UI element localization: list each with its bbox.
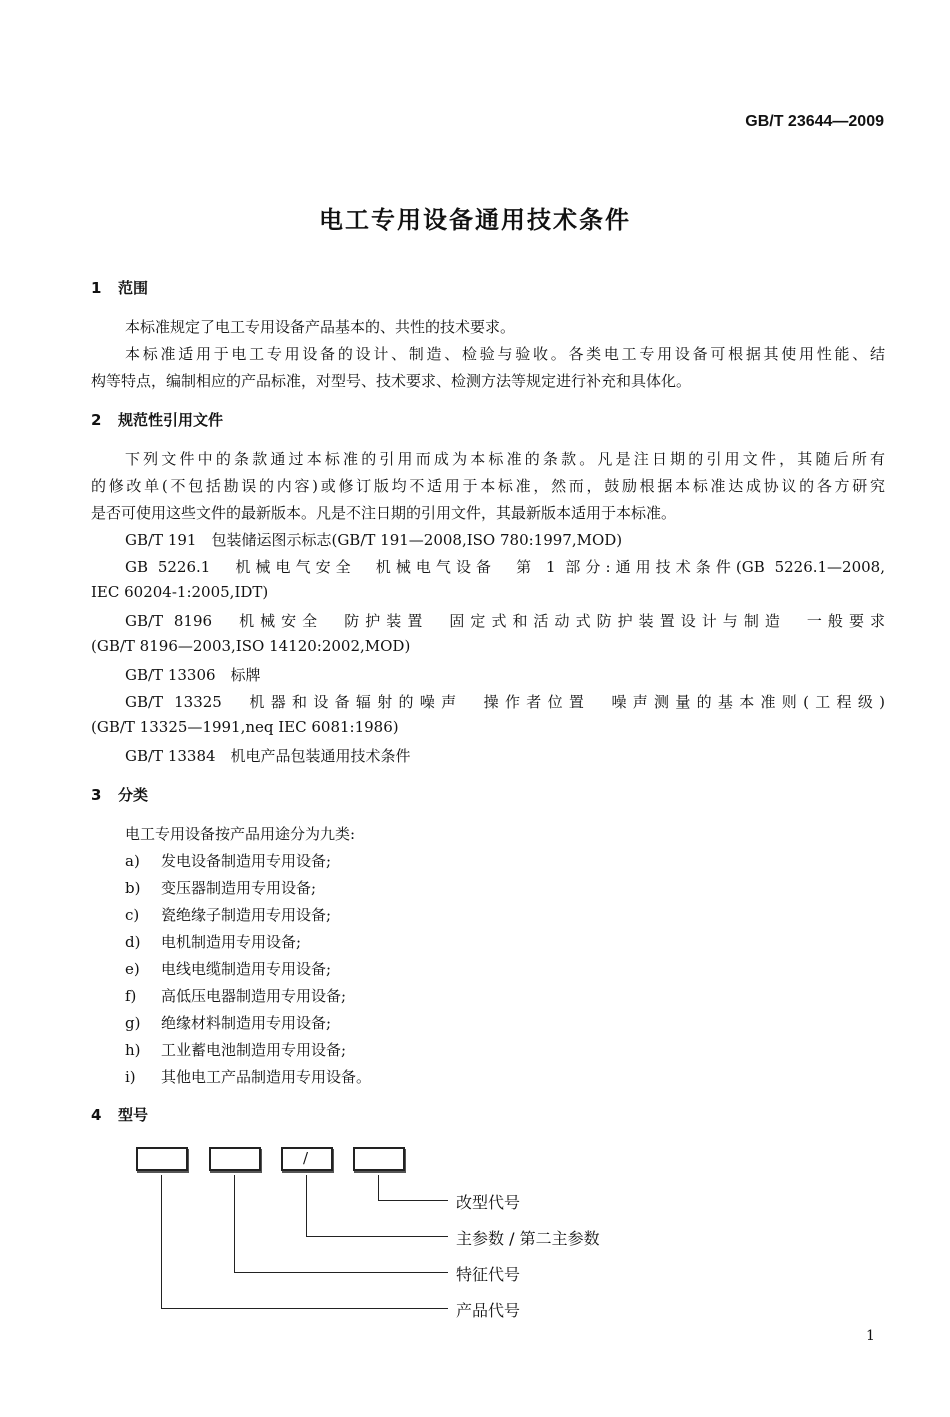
list-item bbox=[125, 931, 301, 952]
section-number: 1 bbox=[91, 279, 102, 297]
list-item bbox=[125, 1012, 331, 1033]
list-item bbox=[125, 985, 346, 1006]
sec3-intro: 电工专用设备按产品用途分为九类: bbox=[125, 825, 356, 843]
section-1-heading bbox=[91, 277, 148, 298]
list-item bbox=[125, 904, 331, 925]
sec2-para-line3: 是否可使用这些文件的最新版本。凡是不注日期的引用文件，其最新版本适用于本标准。 bbox=[91, 504, 677, 522]
section-2-heading bbox=[91, 409, 223, 430]
main-param-box bbox=[281, 1147, 333, 1171]
section-title: 型号 bbox=[118, 1106, 149, 1124]
connector-line bbox=[234, 1175, 235, 1273]
list-text: 电线电缆制造用专用设备; bbox=[161, 960, 332, 978]
ref-gb5226-line2: IEC 60204-1:2005,IDT) bbox=[91, 583, 269, 601]
list-item bbox=[125, 1039, 346, 1060]
list-marker: a) bbox=[125, 852, 140, 870]
section-title: 分类 bbox=[118, 786, 149, 804]
ref-gbt191: GB/T 191 包装储运图示标志(GB/T 191—2008,ISO 780:1997,MOD) bbox=[125, 531, 623, 549]
ref-gbt8196-line2: (GB/T 8196—2003,ISO 14120:2002,MOD) bbox=[91, 637, 411, 655]
list-marker: b) bbox=[125, 879, 141, 897]
list-text: 高低压电器制造用专用设备; bbox=[161, 987, 347, 1005]
list-text: 瓷绝缘子制造用专用设备; bbox=[161, 906, 332, 924]
slash-separator: / bbox=[303, 1149, 309, 1167]
list-marker: c) bbox=[125, 906, 140, 924]
standard-number: GB/T 23644—2009 bbox=[745, 113, 884, 130]
document-title: 电工专用设备通用技术条件 bbox=[319, 206, 631, 234]
sec1-para1: 本标准规定了电工专用设备产品基本的、共性的技术要求。 bbox=[125, 318, 516, 336]
section-title: 规范性引用文件 bbox=[118, 411, 224, 429]
connector-line bbox=[161, 1308, 448, 1309]
list-marker: i) bbox=[125, 1068, 136, 1086]
connector-line bbox=[378, 1200, 448, 1201]
list-text: 电机制造用专用设备; bbox=[161, 933, 302, 951]
ref-gbt8196-line1: GB/T 8196 机械安全 防护装置 固定式和活动式防护装置设计与制造 一般要求 bbox=[125, 612, 885, 630]
label-product-code: 产品代号 bbox=[456, 1301, 521, 1320]
list-marker: e) bbox=[125, 960, 140, 978]
page-number: 1 bbox=[866, 1328, 875, 1344]
list-text: 工业蓄电池制造用专用设备; bbox=[161, 1041, 347, 1059]
sec1-para2-line1: 本标准适用于电工专用设备的设计、制造、检验与验收。各类电工专用设备可根据其使用性能、结 bbox=[125, 345, 885, 363]
label-modification-code: 改型代号 bbox=[456, 1193, 521, 1212]
list-text: 变压器制造用专用设备; bbox=[161, 879, 317, 897]
list-text: 发电设备制造用专用设备; bbox=[161, 852, 332, 870]
section-4-heading bbox=[91, 1104, 148, 1125]
connector-line bbox=[306, 1236, 448, 1237]
sec1-para2-line2: 构等特点，编制相应的产品标准，对型号、技术要求、检测方法等规定进行补充和具体化。 bbox=[91, 372, 692, 390]
list-item bbox=[125, 958, 331, 979]
connector-line bbox=[161, 1175, 162, 1309]
list-marker: f) bbox=[125, 987, 137, 1005]
list-item bbox=[125, 1066, 371, 1087]
section-number: 2 bbox=[91, 411, 102, 429]
list-text: 其他电工产品制造用专用设备。 bbox=[161, 1068, 372, 1086]
section-title: 范围 bbox=[118, 279, 149, 297]
list-item bbox=[125, 850, 331, 871]
connector-line bbox=[306, 1175, 307, 1237]
modification-code-box bbox=[353, 1147, 405, 1171]
section-3-heading bbox=[91, 784, 148, 805]
list-text: 绝缘材料制造用专用设备; bbox=[161, 1014, 332, 1032]
label-main-parameter: 主参数 / 第二主参数 bbox=[456, 1229, 600, 1248]
ref-gbt13384: GB/T 13384 机电产品包装通用技术条件 bbox=[125, 747, 411, 765]
section-number: 4 bbox=[91, 1106, 102, 1124]
sec2-para-line1: 下列文件中的条款通过本标准的引用而成为本标准的条款。凡是注日期的引用文件，其随后所有 bbox=[125, 450, 885, 468]
list-marker: d) bbox=[125, 933, 141, 951]
connector-line bbox=[234, 1272, 448, 1273]
ref-gbt13306: GB/T 13306 标牌 bbox=[125, 666, 261, 684]
connector-line bbox=[378, 1175, 379, 1201]
list-marker: h) bbox=[125, 1041, 141, 1059]
feature-code-box bbox=[209, 1147, 261, 1171]
section-number: 3 bbox=[91, 786, 102, 804]
ref-gbt13325-line2: (GB/T 13325—1991,neq IEC 6081:1986) bbox=[91, 718, 399, 736]
list-item bbox=[125, 877, 316, 898]
ref-gb5226-line1: GB 5226.1 机械电气安全 机械电气设备 第 1 部分:通用技术条件(GB 5226.1—2008, bbox=[125, 558, 885, 576]
sec2-para-line2: 的修改单(不包括勘误的内容)或修订版均不适用于本标准，然而，鼓励根据本标准达成协议的各方研究 bbox=[91, 477, 885, 495]
ref-gbt13325-line1: GB/T 13325 机器和设备辐射的噪声 操作者位置 噪声测量的基本准则(工程级) bbox=[125, 693, 885, 711]
product-code-box bbox=[136, 1147, 188, 1171]
label-feature-code: 特征代号 bbox=[456, 1265, 521, 1284]
list-marker: g) bbox=[125, 1014, 141, 1032]
